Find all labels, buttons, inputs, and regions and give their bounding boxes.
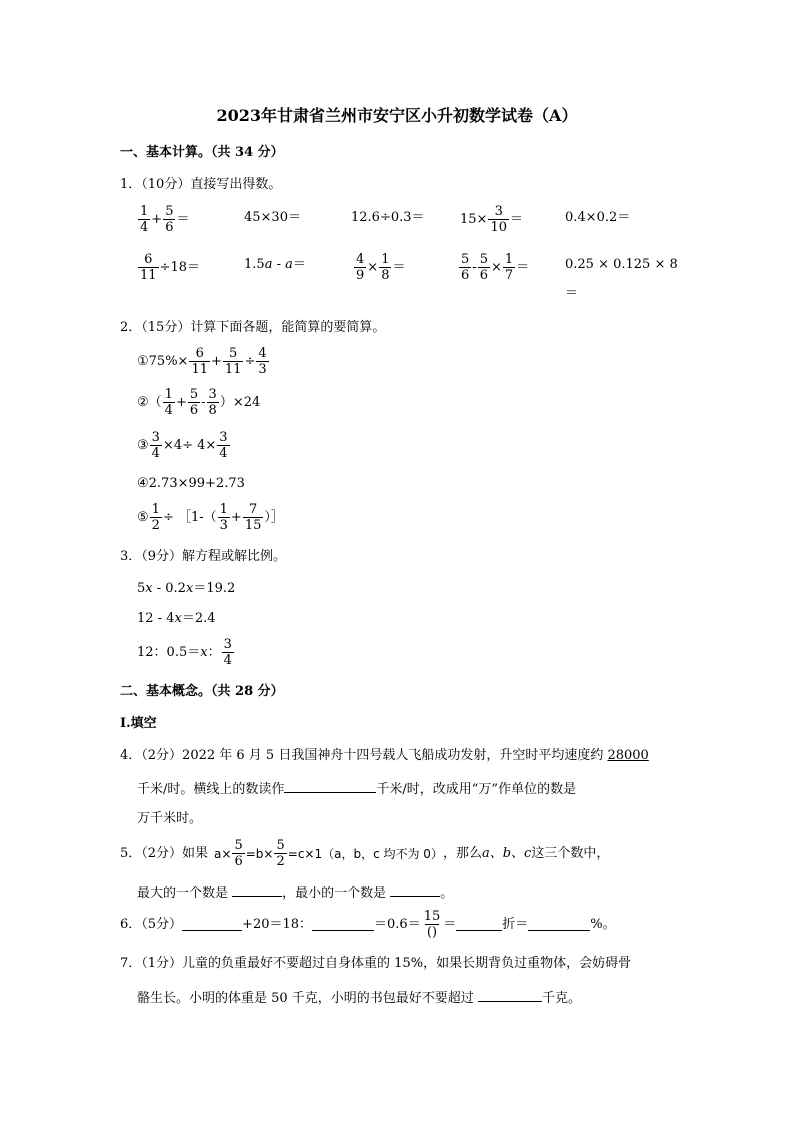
question-7-line-2: 骼生长。小明的体重是 50 千克，小明的书包最好不要超过 千克。	[137, 991, 581, 1006]
fraction: $\frac{3}{4}$	[151, 430, 160, 461]
fraction: $\frac{5}{6}$	[165, 204, 174, 235]
question-3-label: 3．（9分）解方程或解比例。	[120, 549, 287, 564]
q1-item-g: 1.5a - a＝	[244, 257, 306, 272]
fraction: $\frac{6}{11}$	[191, 346, 208, 377]
section-heading-2: 二、基本概念。（共 28 分）	[120, 684, 284, 699]
q3-equation-1: 5x - 0.2x＝19.2	[137, 581, 236, 596]
question-7-line-1: 7．（1分）儿童的负重最好不要超过自身体重的 15%，如果长期背负过重物体，会妨碍骨	[120, 956, 632, 971]
q1-item-j: 0.25 × 0.125 × 8	[565, 257, 678, 272]
q2-item-3: ③ $\frac{3}{4}$ ×4÷ 4× $\frac{3}{4}$	[137, 430, 228, 461]
question-6: 6．（5分） +20＝18： ＝0.6＝ $\frac{15}{()}$ ＝ 折＝ %。	[120, 909, 616, 940]
fraction: $\frac{5}{6}$	[479, 252, 488, 283]
fraction: $\frac{1}{7}$	[504, 252, 514, 283]
page-title: 2023年甘肃省兰州市安宁区小升初数学试卷（A）	[216, 106, 578, 125]
section-heading-1: 一、基本计算。（共 34 分）	[120, 145, 284, 160]
fraction: $\frac{7}{15}$	[244, 502, 262, 533]
fraction: $\frac{15}{()}$	[423, 909, 441, 940]
fraction: $\frac{3}{4}$	[219, 430, 228, 461]
fraction: $\frac{1}{8}$	[381, 252, 390, 283]
q2-item-1: ① 75%× $\frac{6}{11}$ + $\frac{5}{11}$ ÷ $\frac{4}{3}$	[137, 346, 267, 377]
answer-blank[interactable]	[528, 918, 590, 931]
question-2-label: 2．（15分）计算下面各题，能简算的要简算。	[120, 320, 386, 335]
question-1-label: 1．（10分）直接写出得数。	[120, 177, 282, 192]
q1-item-e: 0.4×0.2＝	[565, 210, 631, 225]
fraction: $\frac{5}{6}$	[461, 252, 470, 283]
q2-item-5: ⑤ $\frac{1}{2}$ ÷ ［1-（ $\frac{1}{3}$ + $\frac{7}{15}$ ）］	[137, 502, 284, 533]
question-4-line-3: 万千米时。	[137, 811, 203, 826]
question-5-line-2: 最大的一个数是 ，最小的一个数是 。	[137, 886, 454, 901]
fraction: $\frac{1}{4}$	[164, 387, 173, 418]
q1-item-a: $\frac{1}{4}$ + $\frac{5}{6}$ ＝	[140, 204, 190, 235]
q2-item-2: ② （ $\frac{1}{4}$ + $\frac{5}{6}$ - $\frac{3}{8}$ ）×24	[137, 387, 261, 418]
q3-equation-2: 12 - 4x＝2.4	[137, 611, 216, 626]
answer-blank[interactable]	[312, 918, 374, 931]
fraction: $\frac{5}{2}$	[276, 838, 285, 869]
answer-blank[interactable]	[456, 918, 502, 931]
q1-item-h: $\frac{4}{9}$ × $\frac{1}{8}$ ＝	[356, 252, 406, 283]
question-5-line-1: 5．（2分）如果 a× $\frac{5}{6}$ =b× $\frac{5}{2}$ =c×1（a，b，c 均不为 0） ，那么 a、b、c 这三个数中，	[120, 838, 610, 869]
fraction: $\frac{6}{11}$	[140, 252, 157, 283]
q1-item-d: 15× $\frac{3}{10}$ ＝	[460, 204, 523, 235]
fraction: $\frac{3}{4}$	[223, 637, 232, 668]
answer-blank[interactable]	[478, 989, 542, 1002]
fraction: $\frac{4}{9}$	[356, 252, 365, 283]
fraction: $\frac{1}{2}$	[151, 502, 160, 533]
answer-blank[interactable]	[284, 780, 376, 793]
q1-item-j-equals: ＝	[565, 286, 579, 301]
answer-blank[interactable]	[390, 884, 440, 897]
fraction: $\frac{5}{6}$	[189, 387, 199, 418]
fraction: $\frac{4}{3}$	[258, 346, 267, 377]
q2-item-4: ④2.73×99+2.73	[137, 476, 245, 491]
question-4-line-1: 4．（2分）2022 年 6 月 5 日我国神舟十四号载人飞船成功发射，升空时平均速度约 28000	[120, 748, 649, 763]
fraction: $\frac{5}{6}$	[234, 838, 243, 869]
fraction: $\frac{1}{3}$	[219, 502, 228, 533]
question-4-line-2: 千米/时。横线上的数读作 千米/时，改成用“万”作单位的数是	[137, 782, 577, 797]
answer-blank[interactable]	[232, 884, 282, 897]
fraction: $\frac{3}{8}$	[208, 387, 217, 418]
q1-item-f: $\frac{6}{11}$ ÷18＝	[140, 252, 200, 283]
q3-equation-3: 12：0.5＝ x ： $\frac{3}{4}$	[137, 637, 232, 668]
q1-item-c: 12.6÷0.3＝	[351, 210, 425, 225]
subsection-fill-in: Ⅰ.填空	[120, 716, 157, 731]
fraction: $\frac{5}{11}$	[224, 346, 242, 377]
fraction: $\frac{3}{10}$	[490, 204, 507, 235]
fraction: $\frac{1}{4}$	[140, 204, 149, 235]
q1-item-b: 45×30＝	[244, 210, 301, 225]
q1-item-i: $\frac{5}{6}$ - $\frac{5}{6}$ × $\frac{1}{7}$ ＝	[461, 252, 530, 283]
answer-blank[interactable]	[182, 918, 242, 931]
